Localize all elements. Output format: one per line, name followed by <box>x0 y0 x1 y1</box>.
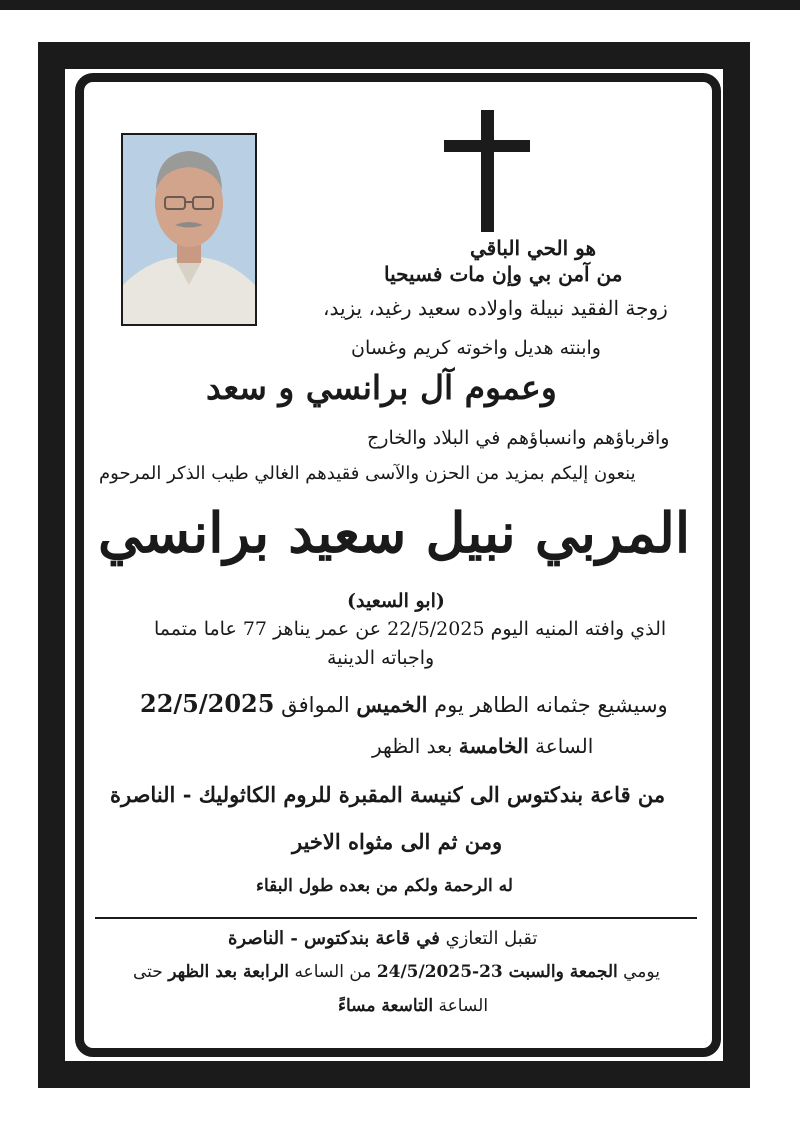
header-line-1: هو الحي الباقي <box>470 236 597 260</box>
cross-icon <box>444 110 530 232</box>
death-line-2: واجباته الدينية <box>327 647 435 669</box>
death-line-1: الذي وافته المنيه اليوم 22/5/2025 عن عمر يناهز 77 عاما متمما <box>154 618 667 640</box>
header-line-2: من آمن بي وإن مات فسيحيا <box>384 262 623 286</box>
top-border <box>0 0 800 10</box>
funeral-route-2: ومن ثم الى مثواه الاخير <box>292 829 503 854</box>
family-names: وعموم آل برانسي و سعد <box>206 368 557 407</box>
condolences-end-line: الساعة التاسعة مساءً <box>338 996 489 1016</box>
deceased-name: المربي نبيل سعيد برانسي <box>98 500 691 565</box>
deceased-photo <box>121 133 257 326</box>
relatives-line: واقرباؤهم وانسباؤهم في البلاد والخارج <box>367 427 670 449</box>
funeral-time-line: الساعة الخامسة بعد الظهر <box>372 734 594 758</box>
family-line-2: وابنته هديل واخوته كريم وغسان <box>351 337 601 359</box>
funeral-date-line: وسيشيع جثمانه الطاهر يوم الخميس الموافق 22/5/2025 <box>140 689 668 718</box>
deceased-nickname: (ابو السعيد) <box>347 590 445 612</box>
family-line-1: زوجة الفقيد نبيلة واولاده سعيد رغيد، يزيد، <box>323 296 668 320</box>
funeral-date: 22/5/2025 <box>140 689 275 718</box>
funeral-route-1: من قاعة بندكتوس الى كنيسة المقبرة للروم الكاثوليك - الناصرة <box>110 782 666 807</box>
divider <box>95 917 697 919</box>
blessing-line: له الرحمة ولكم من بعده طول البقاء <box>256 876 513 896</box>
funeral-day: الخميس <box>356 692 428 717</box>
condolences-line: تقبل التعازي في قاعة بندكتوس - الناصرة <box>228 928 538 949</box>
announce-line: ينعون إليكم بمزيد من الحزن والآسى فقيدهم الغالي طيب الذكر المرحوم <box>99 463 636 484</box>
condolences-days-line: يومي الجمعة والسبت 23-24/5/2025 من الساعه الرابعة بعد الظهر حتى <box>133 962 660 982</box>
